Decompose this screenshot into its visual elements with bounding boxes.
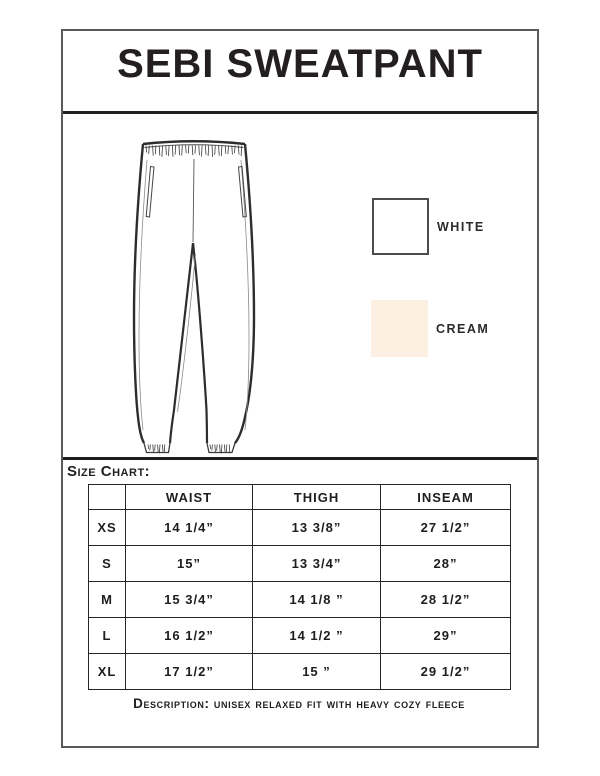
table-row-xs: [89, 510, 511, 546]
size-label: L: [89, 618, 126, 654]
size-chart-table: [88, 484, 511, 690]
inseam-value: 29 1/2”: [381, 654, 511, 690]
waist-value: 15”: [126, 546, 253, 582]
waistband-top: [143, 141, 245, 144]
size-label: S: [89, 546, 126, 582]
white-color-swatch: [372, 198, 429, 255]
cream-swatch-label: CREAM: [436, 321, 490, 336]
thigh-value: 13 3/8”: [253, 510, 381, 546]
page-title: SEBI SWEATPANT: [117, 41, 483, 86]
title-bar: [63, 31, 537, 114]
outer-frame: [61, 29, 539, 748]
colorway-white: [372, 198, 485, 255]
column-header-inseam: INSEAM: [381, 485, 511, 510]
left-outseam: [134, 144, 144, 443]
cream-color-swatch: [371, 300, 428, 357]
header-row: [89, 485, 511, 510]
size-label: XL: [89, 654, 126, 690]
table-row-m: [89, 582, 511, 618]
left-pocket: [146, 167, 154, 218]
thigh-value: 14 1/8 ”: [253, 582, 381, 618]
waist-value: 16 1/2”: [126, 618, 253, 654]
inseam-value: 28 1/2”: [381, 582, 511, 618]
waist-value: 14 1/4”: [126, 510, 253, 546]
size-chart-heading: Size Chart:: [67, 463, 151, 480]
inseam-value: 29”: [381, 618, 511, 654]
waist-value: 15 3/4”: [126, 582, 253, 618]
right-pocket: [239, 167, 247, 218]
size-label: XS: [89, 510, 126, 546]
colorway-cream: [371, 300, 489, 357]
waistband-elastic-hatch: [146, 146, 242, 157]
right-cuff: [207, 443, 235, 453]
size-chart-section: [63, 460, 537, 743]
left-inseam: [170, 243, 193, 443]
description-text: Description: unisex relaxed fit with heavy cozy fleece: [133, 696, 465, 711]
left-cuff: [144, 443, 170, 453]
column-header-waist: WAIST: [126, 485, 253, 510]
right-inseam: [193, 243, 207, 443]
sweatpant-sketch-icon: [61, 112, 538, 460]
drawing-area: [63, 114, 537, 460]
column-header-thigh: THIGH: [253, 485, 381, 510]
center-front-seam: [193, 159, 194, 242]
thigh-value: 15 ”: [253, 654, 381, 690]
white-swatch-label: WHITE: [437, 219, 485, 234]
inseam-value: 28”: [381, 546, 511, 582]
thigh-value: 14 1/2 ”: [253, 618, 381, 654]
corner-cell: [89, 485, 126, 510]
inseam-value: 27 1/2”: [381, 510, 511, 546]
right-outseam: [235, 144, 254, 443]
thigh-value: 13 3/4”: [253, 546, 381, 582]
size-label: M: [89, 582, 126, 618]
waist-value: 17 1/2”: [126, 654, 253, 690]
table-row-s: [89, 546, 511, 582]
table-row-l: [89, 618, 511, 654]
table-row-xl: [89, 654, 511, 690]
